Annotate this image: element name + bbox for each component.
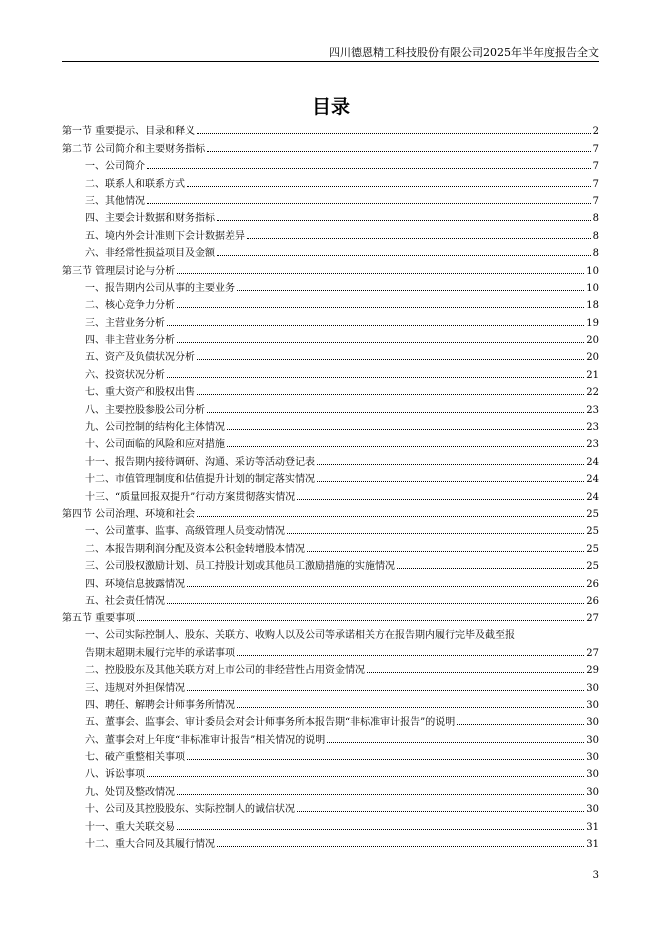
toc-subsection-entry[interactable] (62, 242, 599, 259)
toc-subsection-entry[interactable] (62, 555, 599, 572)
dot-leader (227, 429, 584, 430)
toc-entry-label: 九、公司控制的结构化主体情况 (85, 422, 225, 434)
dot-leader (137, 620, 584, 621)
toc-subsection-entry[interactable] (62, 780, 599, 797)
toc-entry-page: 30 (586, 786, 599, 798)
toc-entry-page: 2 (592, 126, 599, 138)
dot-leader (317, 464, 584, 465)
toc-entry-page: 24 (586, 491, 599, 503)
toc-subsection-entry[interactable] (62, 659, 599, 676)
toc-entry-page: 31 (586, 839, 599, 851)
toc-entry-page: 24 (586, 474, 599, 486)
toc-entry-label: 第三节 管理层讨论与分析 (62, 265, 176, 277)
toc-entry-label: 一、公司实际控制人、股东、关联方、收购人以及公司等承诺相关方在报告期内履行完毕及截至报 (85, 630, 515, 642)
toc-entry-label: 三、主营业务分析 (85, 317, 165, 329)
dot-leader (167, 325, 584, 326)
dot-leader (237, 655, 584, 656)
toc-subsection-entry[interactable] (62, 416, 599, 433)
toc-entry-page: 19 (586, 317, 599, 329)
toc-subsection-entry[interactable] (62, 728, 599, 745)
toc-subsection-entry[interactable] (62, 363, 599, 380)
toc-entry-label: 十三、“质量回报双提升”行动方案贯彻落实情况 (85, 491, 296, 503)
toc-entry-label: 三、其他情况 (85, 195, 145, 207)
dot-leader (457, 724, 584, 725)
toc-subsection-entry[interactable] (62, 311, 599, 328)
toc-subsection-entry[interactable] (62, 711, 599, 728)
toc-entry-label: 二、控股股东及其他关联方对上市公司的非经营性占用资金情况 (85, 665, 365, 677)
toc-entry-page: 7 (592, 143, 599, 155)
dot-leader (187, 586, 584, 587)
toc-entry-label: 六、非经常性损益项目及金额 (85, 248, 215, 260)
dot-leader (177, 829, 584, 830)
dot-leader (237, 290, 584, 291)
dot-leader (367, 672, 584, 673)
dot-leader (317, 481, 584, 482)
toc-entry-page: 20 (586, 335, 599, 347)
toc-subsection-entry[interactable] (62, 224, 599, 241)
toc-entry-label: 一、公司董事、监事、高级管理人员变动情况 (85, 526, 285, 538)
toc-subsection-entry[interactable] (62, 537, 599, 554)
toc-subsection-entry[interactable] (62, 155, 599, 172)
toc-entry-label: 十一、重大关联交易 (85, 821, 175, 833)
dot-leader (297, 811, 584, 812)
toc-entry-page: 8 (592, 213, 599, 225)
toc-entry-label: 第五节 重要事项 (62, 613, 136, 625)
toc-entry-label: 五、资产及负债状况分析 (85, 352, 195, 364)
toc-entry-page: 25 (586, 543, 599, 555)
toc-entry-label: 三、公司股权激励计划、员工持股计划或其他员工激励措施的实施情况 (85, 561, 395, 573)
dot-leader (147, 776, 584, 777)
toc-entry-label: 一、报告期内公司从事的主要业务 (85, 282, 235, 294)
toc-subsection-entry[interactable] (62, 450, 599, 467)
toc-entry-label: 五、董事会、监事会、审计委员会对会计师事务所本报告期“非标准审计报告”的说明 (85, 717, 456, 729)
dot-leader (217, 220, 591, 221)
toc-subsection-entry[interactable] (62, 641, 599, 658)
toc-entry-page: 10 (586, 282, 599, 294)
toc-entry-page: 22 (586, 387, 599, 399)
toc-entry-line[interactable] (62, 624, 599, 641)
page-header: 四川德恩精工科技股份有限公司2025年半年度报告全文 (62, 44, 599, 62)
dot-leader (307, 551, 584, 552)
toc-section-entry[interactable] (62, 259, 599, 276)
dot-leader (197, 394, 584, 395)
toc-subsection-entry[interactable] (62, 329, 599, 346)
toc-entry-label: 十、公司及其控股股东、实际控制人的诚信状况 (85, 804, 295, 816)
toc-entry-label: 三、违规对外担保情况 (85, 682, 185, 694)
dot-leader (207, 412, 584, 413)
toc-section-entry[interactable] (62, 137, 599, 154)
toc-entry-label: 第一节 重要提示、目录和释义 (62, 126, 196, 138)
toc-entry-page: 8 (592, 248, 599, 260)
toc-subsection-entry[interactable] (62, 520, 599, 537)
dot-leader (237, 707, 584, 708)
toc-subsection-entry[interactable] (62, 676, 599, 693)
dot-leader (217, 846, 584, 847)
toc-section-entry[interactable] (62, 503, 599, 520)
toc-subsection-entry[interactable] (62, 398, 599, 415)
dot-leader (167, 603, 584, 604)
page-number: 3 (592, 870, 599, 881)
dot-leader (147, 203, 591, 204)
dot-leader (217, 255, 591, 256)
table-of-contents (62, 120, 599, 850)
toc-entry-page: 30 (586, 769, 599, 781)
toc-entry-page: 23 (586, 404, 599, 416)
dot-leader (197, 133, 590, 134)
toc-entry-page: 26 (586, 595, 599, 607)
toc-entry-label: 二、联系人和联系方式 (85, 178, 185, 190)
toc-subsection-entry[interactable] (62, 746, 599, 763)
toc-entry-label: 五、社会责任情况 (85, 595, 165, 607)
toc-entry-label: 一、公司简介 (85, 161, 145, 173)
toc-subsection-entry[interactable] (62, 763, 599, 780)
toc-subsection-entry[interactable] (62, 190, 599, 207)
toc-entry-page: 18 (586, 300, 599, 312)
toc-entry-page: 24 (586, 456, 599, 468)
toc-subsection-entry[interactable] (62, 381, 599, 398)
toc-entry-label: 五、境内外会计准则下会计数据差异 (85, 230, 245, 242)
dot-leader (177, 273, 584, 274)
toc-subsection-entry[interactable] (62, 798, 599, 815)
toc-entry-label: 六、投资状况分析 (85, 369, 165, 381)
toc-entry-page: 23 (586, 422, 599, 434)
dot-leader (207, 151, 590, 152)
toc-entry-page: 30 (586, 734, 599, 746)
toc-subsection-entry[interactable] (62, 815, 599, 832)
toc-entry-page: 27 (586, 613, 599, 625)
toc-entry-label: 告期末超期未履行完毕的承诺事项 (85, 647, 235, 659)
toc-entry-page: 31 (586, 821, 599, 833)
toc-entry-page: 30 (586, 804, 599, 816)
toc-subsection-entry[interactable] (62, 294, 599, 311)
toc-section-entry[interactable] (62, 120, 599, 137)
toc-entry-label: 四、环境信息披露情况 (85, 578, 185, 590)
toc-subsection-entry[interactable] (62, 694, 599, 711)
dot-leader (297, 499, 584, 500)
toc-subsection-entry[interactable] (62, 833, 599, 850)
toc-entry-label: 四、聘任、解聘会计师事务所情况 (85, 699, 235, 711)
toc-entry-page: 23 (586, 439, 599, 451)
dot-leader (327, 742, 584, 743)
toc-entry-page: 8 (592, 230, 599, 242)
dot-leader (197, 516, 584, 517)
toc-entry-page: 30 (586, 752, 599, 764)
toc-entry-label: 六、董事会对上年度“非标准审计报告”相关情况的说明 (85, 734, 326, 746)
toc-entry-label: 十二、重大合同及其履行情况 (85, 839, 215, 851)
toc-entry-label: 七、重大资产和股权出售 (85, 387, 195, 399)
toc-entry-label: 十一、报告期内接待调研、沟通、采访等活动登记表 (85, 456, 315, 468)
toc-entry-label: 七、破产重整相关事项 (85, 752, 185, 764)
toc-entry-page: 7 (592, 178, 599, 190)
toc-entry-page: 10 (586, 265, 599, 277)
toc-subsection-entry[interactable] (62, 468, 599, 485)
toc-entry-label: 二、核心竞争力分析 (85, 300, 175, 312)
toc-entry-label: 第四节 公司治理、环境和社会 (62, 508, 196, 520)
toc-subsection-entry[interactable] (62, 572, 599, 589)
toc-entry-label: 四、非主营业务分析 (85, 335, 175, 347)
toc-entry-page: 26 (586, 578, 599, 590)
dot-leader (287, 533, 584, 534)
toc-entry-page: 25 (586, 526, 599, 538)
dot-leader (187, 186, 591, 187)
toc-subsection-entry[interactable] (62, 590, 599, 607)
toc-entry-page: 27 (586, 647, 599, 659)
toc-entry-label: 十二、市值管理制度和估值提升计划的制定落实情况 (85, 474, 315, 486)
dot-leader (167, 377, 584, 378)
dot-leader (397, 568, 584, 569)
toc-entry-label: 九、处罚及整改情况 (85, 786, 175, 798)
dot-leader (147, 168, 591, 169)
toc-entry-page: 20 (586, 352, 599, 364)
dot-leader (177, 342, 584, 343)
dot-leader (177, 307, 584, 308)
dot-leader (227, 446, 584, 447)
toc-entry-page: 30 (586, 699, 599, 711)
toc-entry-label: 十、公司面临的风险和应对措施 (85, 439, 225, 451)
page-title: 目录 (311, 96, 350, 118)
dot-leader (177, 794, 584, 795)
toc-subsection-entry[interactable] (62, 346, 599, 363)
toc-subsection-entry[interactable] (62, 172, 599, 189)
dot-leader (197, 359, 584, 360)
toc-entry-label: 八、主要控股参股公司分析 (85, 404, 205, 416)
toc-subsection-entry[interactable] (62, 433, 599, 450)
toc-entry-label: 第二节 公司简介和主要财务指标 (62, 143, 206, 155)
dot-leader (187, 690, 584, 691)
dot-leader (187, 759, 584, 760)
toc-subsection-entry[interactable] (62, 207, 599, 224)
toc-entry-label: 四、主要会计数据和财务指标 (85, 213, 215, 225)
toc-subsection-entry[interactable] (62, 485, 599, 502)
toc-entry-page: 30 (586, 682, 599, 694)
toc-entry-page: 21 (586, 369, 599, 381)
toc-entry-page: 25 (586, 508, 599, 520)
toc-entry-page: 30 (586, 717, 599, 729)
toc-subsection-entry[interactable] (62, 277, 599, 294)
toc-section-entry[interactable] (62, 607, 599, 624)
toc-entry-page: 7 (592, 161, 599, 173)
toc-entry-page: 7 (592, 195, 599, 207)
toc-entry-page: 25 (586, 561, 599, 573)
toc-entry-label: 二、本报告期利润分配及资本公积金转增股本情况 (85, 543, 305, 555)
toc-entry-page: 29 (586, 665, 599, 677)
toc-entry-label: 八、诉讼事项 (85, 769, 145, 781)
dot-leader (247, 238, 591, 239)
